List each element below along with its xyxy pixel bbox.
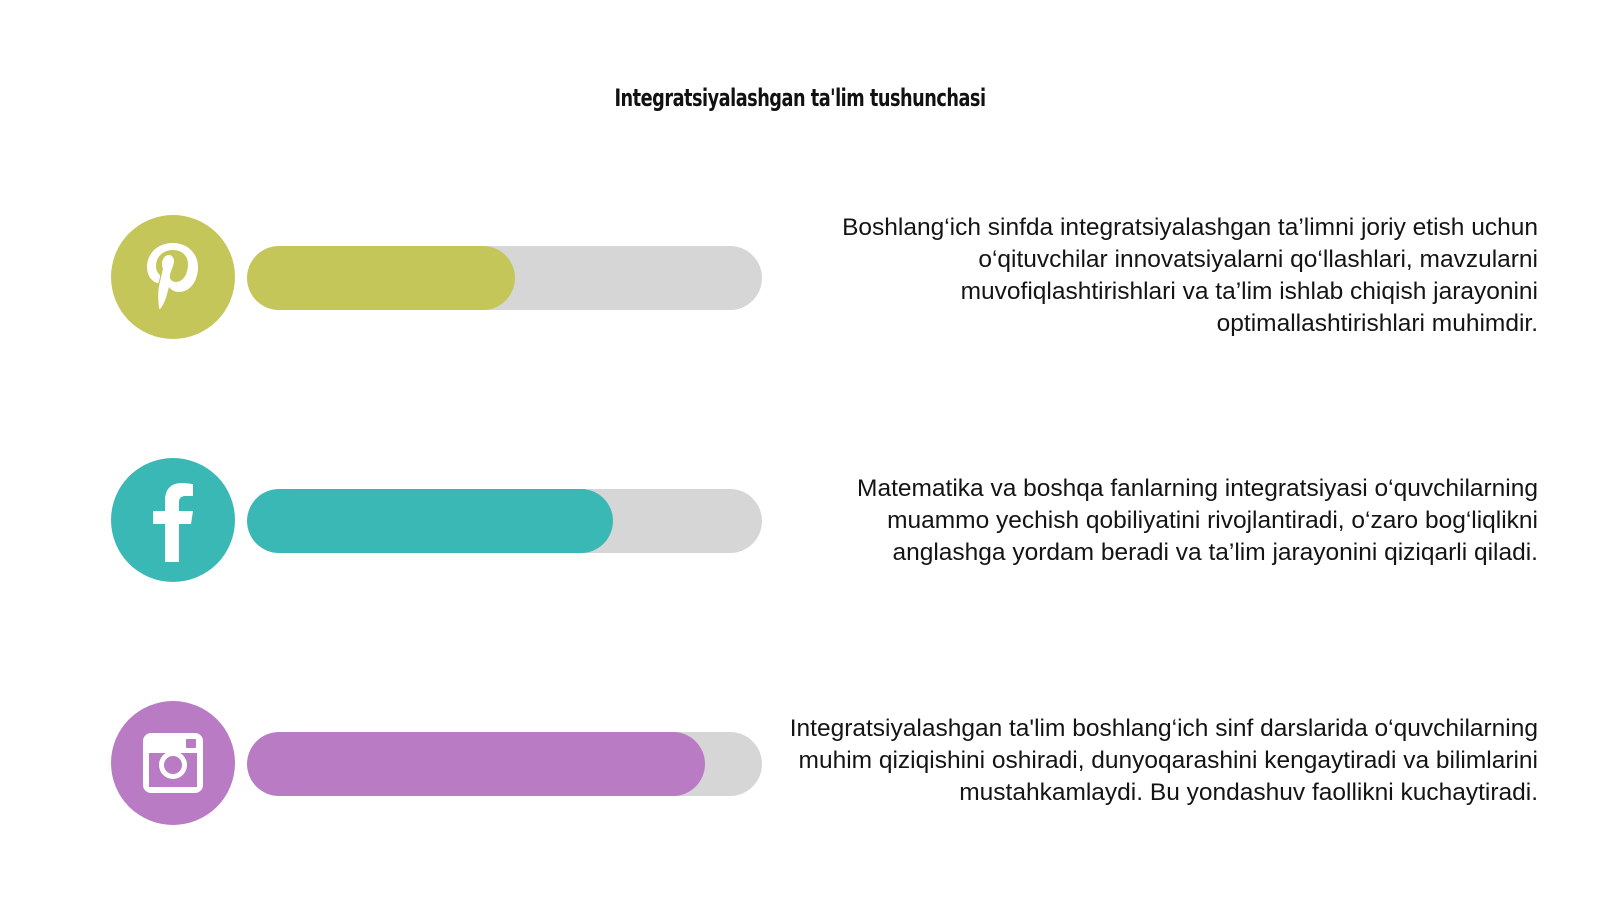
row-description: Matematika va boshqa fanlarning integratsiyasi o‘quvchilarning muammo yechish qobiliyatini rivojlantiradi, o‘zaro bog‘liqlikni anglashga yordam beradi va ta’lim jarayonini qiziqarli qiladi. (857, 475, 1538, 566)
progress-row-facebook (0, 458, 1600, 582)
progress-row-pinterest (0, 215, 1600, 339)
progress-fill (247, 489, 613, 553)
row-description: Boshlang‘ich sinfda integratsiyalashgan ta’limni joriy etish uchun o‘qituvchilar innovatsiyalarni qo‘llashlari, mavzularni muvofiqlashtirishlari va ta’lim ishlab chiqish jarayonini optimallashtirishlari muhimdir. (842, 214, 1538, 337)
page-title: Integratsiyalashgan ta'lim tushunchasi (614, 84, 986, 112)
progress-track (247, 489, 762, 553)
progress-track (247, 246, 762, 310)
progress-fill (247, 246, 515, 310)
progress-fill (247, 732, 705, 796)
instagram-icon (111, 701, 235, 825)
row-description: Integratsiyalashgan ta'lim boshlang‘ich sinf darslarida o‘quvchilarning muhim qiziqishini oshiradi, dunyoqarashini kengaytiradi va bilimlarini mustahkamlaydi. Bu yondashuv faollikni kuchaytiradi. (789, 715, 1538, 806)
progress-track (247, 732, 762, 796)
pinterest-icon (111, 215, 235, 339)
progress-row-instagram (0, 701, 1600, 825)
facebook-icon (111, 458, 235, 582)
